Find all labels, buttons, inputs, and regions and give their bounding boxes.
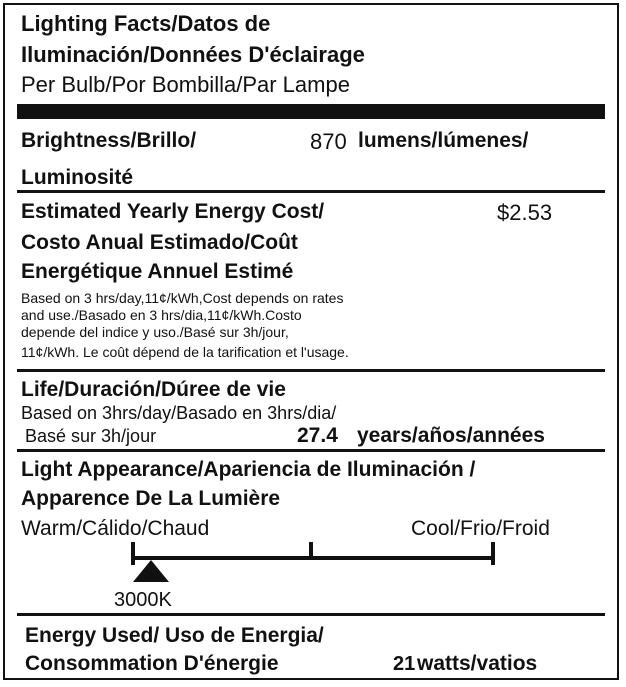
title-line-1: Lighting Facts/Datos de: [21, 11, 271, 36]
color-temperature-value: 3000K: [114, 589, 172, 611]
appearance-label-1: Light Appearance/Apariencia de Iluminación /: [21, 458, 476, 481]
energy-cost-note-2: and use./Basado en 3 hrs/dia,11¢/kWh.Costo: [21, 307, 302, 323]
life-label: Life/Duración/Dúree de vie: [21, 378, 286, 401]
subtitle: Per Bulb/Por Bombilla/Par Lampe: [21, 72, 350, 97]
energy-used-label-2: Consommation D'énergie: [25, 652, 279, 675]
life-unit: years/años/années: [357, 424, 545, 447]
brightness-unit: lumens/lúmenes/: [358, 129, 529, 152]
life-value: 27.4: [297, 424, 338, 447]
energy-cost-label-3: Energétique Annuel Estimé: [21, 260, 294, 283]
scale-tick-left: [131, 542, 135, 565]
life-note-1: Based on 3hrs/day/Basado en 3hrs/dia/: [21, 403, 337, 423]
brightness-value: 870: [310, 129, 347, 154]
energy-used-value: 21: [393, 653, 416, 675]
title-line-2: Iluminación/Données D'éclairage: [21, 42, 365, 67]
scale-indicator: [133, 560, 169, 582]
scale-tick-middle: [309, 542, 313, 560]
energy-cost-note-3: depende del indice y uso./Basé sur 3h/jour,: [21, 324, 289, 340]
scale-tick-right: [491, 542, 495, 565]
brightness-label-2: Luminosité: [21, 166, 134, 189]
cool-label: Cool/Frio/Froid: [411, 517, 550, 540]
life-note-2: Basé sur 3h/jour: [25, 426, 157, 446]
energy-cost-note-1: Based on 3 hrs/day,11¢/kWh,Cost depends on rates: [21, 290, 344, 306]
energy-cost-label-2: Costo Anual Estimado/Coût: [21, 231, 298, 254]
warm-label: Warm/Cálido/Chaud: [21, 517, 210, 540]
divider: [17, 613, 605, 616]
brightness-label-1: Brightness/Brillo/: [21, 129, 197, 152]
appearance-label-2: Apparence De La Lumière: [21, 487, 281, 510]
energy-used-label-1: Energy Used/ Uso de Energia/: [25, 624, 324, 647]
energy-used-unit: watts/vatios: [417, 652, 538, 675]
energy-cost-value: $2.53: [497, 200, 553, 225]
energy-cost-label-1: Estimated Yearly Energy Cost/: [21, 200, 325, 223]
energy-cost-note-4: 11¢/kWh. Le coût dépend de la tarification et l'usage.: [21, 344, 349, 360]
